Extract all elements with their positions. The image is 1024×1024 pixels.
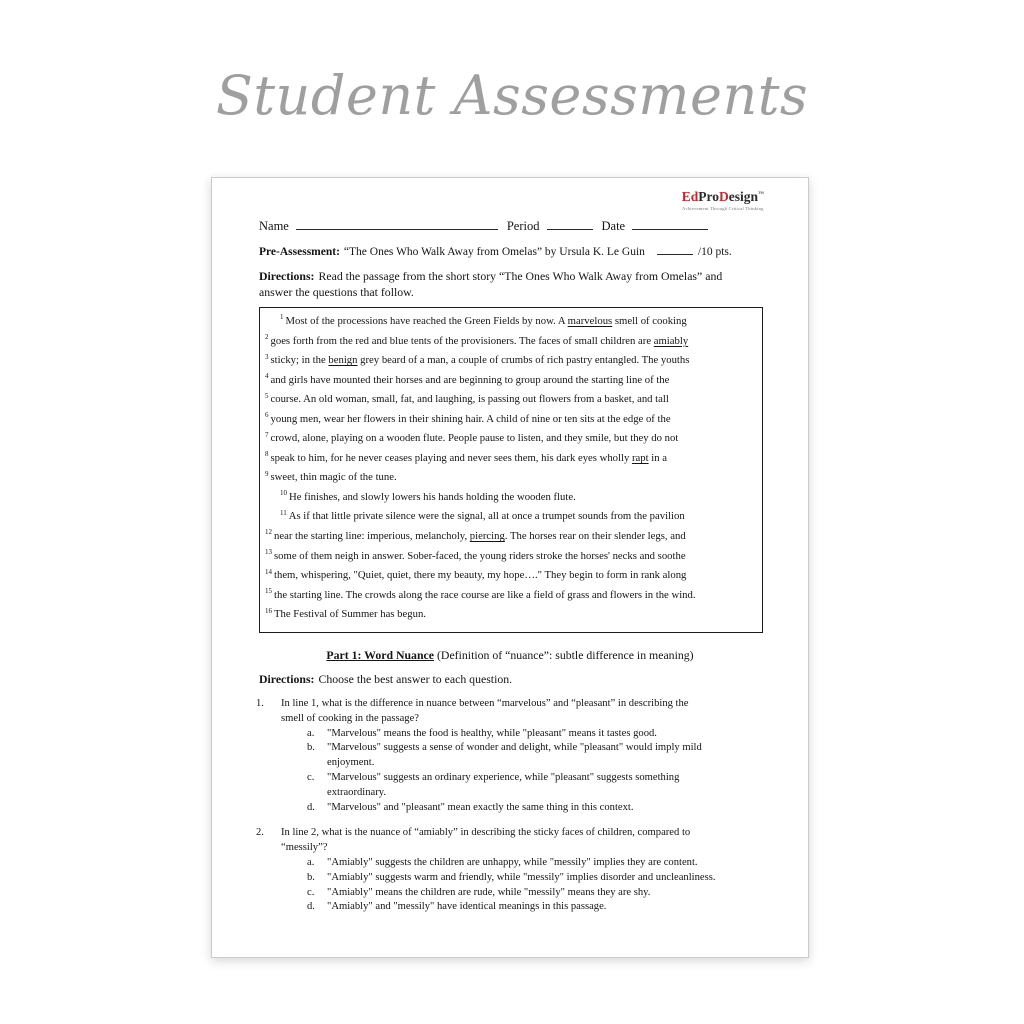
option-text-line: "Marvelous" and "pleasant" mean exactly the same thing in this context. [327, 801, 634, 813]
option-text-line: "Marvelous" suggests a sense of wonder and delight, while "pleasant" would imply mild [327, 742, 702, 754]
line-number: 3 [265, 352, 269, 361]
option-text-line: "Amiably" means the children are rude, while "messily" means they are shy. [327, 886, 651, 898]
option-text-line: "Amiably" suggests the children are unhappy, while "messily" implies they are content. [327, 856, 698, 868]
option-letter: b. [307, 742, 315, 754]
date-blank [632, 217, 708, 230]
directions-passage-line1 [259, 269, 722, 285]
part1-definition: (Definition of “nuance”: subtle difference in meaning) [437, 648, 694, 662]
passage-line-9 [265, 468, 758, 488]
line-number: 14 [265, 567, 272, 576]
line-number: 11 [280, 508, 287, 517]
passage-text: Most of the processions have reached the Green Fields by now. A [285, 315, 568, 327]
passage-text: smell of cooking [612, 315, 687, 327]
logo-tagline: Achievement Through Critical Thinking [682, 205, 764, 211]
option-text-line: enjoyment. [327, 757, 375, 769]
passage-text: speak to him, for he never ceases playing and never sees them, his dark eyes wholly [270, 451, 632, 464]
passage-text: goes forth from the red and blue tents of the provisioners. The faces of small children are [270, 334, 654, 347]
option-text [327, 886, 650, 901]
line-number: 12 [265, 528, 272, 537]
logo-segment: D [718, 189, 729, 204]
logo-wordmark [682, 190, 764, 204]
option-letter: d. [307, 901, 315, 913]
passage-line-15 [265, 586, 758, 606]
page-title: Student Assessments [215, 64, 809, 127]
pre-assessment-label: Pre-Assessment: [259, 246, 340, 258]
passage-box [259, 307, 763, 633]
period-blank [547, 217, 593, 230]
question-1-option-b [307, 741, 716, 771]
question-1-option-c [307, 771, 716, 801]
date-label: Date [601, 219, 626, 233]
directions-questions-text: Choose the best answer to each question. [318, 672, 513, 686]
option-text [327, 900, 606, 915]
logo-segment: Pro [698, 189, 719, 204]
question-stem-line: smell of cooking in the passage? [281, 712, 419, 724]
name-label: Name [259, 219, 289, 233]
logo-segment: Ed [681, 189, 699, 204]
passage-text: sticky; in the [270, 354, 329, 367]
question-1-option-d [307, 801, 716, 816]
option-letter: d. [307, 801, 315, 813]
passage-line-14 [265, 566, 758, 586]
passage-text: As if that little private silence were the signal, all at once a trumpet sounds from the pavilion [288, 510, 685, 523]
passage-line-11 [265, 507, 758, 527]
questions-section [256, 697, 716, 926]
passage-text: sweet, thin magic of the tune. [270, 471, 397, 484]
underlined-word: rapt [631, 451, 649, 464]
line-number: 1 [280, 313, 284, 322]
line-number: 5 [265, 391, 269, 400]
underlined-word: piercing [469, 530, 505, 543]
period-label: Period [506, 219, 540, 233]
worksheet-page [211, 177, 809, 958]
passage-line-16 [265, 605, 758, 625]
option-letter: c. [307, 886, 315, 898]
option-text [327, 771, 679, 801]
option-letter: b. [307, 871, 315, 883]
passage-line-12 [265, 527, 758, 547]
part1-heading-row [212, 648, 808, 663]
line-number: 15 [265, 587, 272, 596]
passage-line-6 [265, 410, 758, 430]
passage-line-5 [265, 390, 758, 410]
pre-assessment-row [259, 243, 732, 258]
option-text [327, 856, 698, 871]
option-text [327, 741, 702, 771]
question-1-option-a [307, 727, 716, 742]
option-letter: a. [307, 727, 315, 739]
passage-text: them, whispering, "Quiet, quiet, there my beauty, my hope…." They begin to form in rank along [274, 569, 687, 582]
option-text-line: "Amiably" suggests warm and friendly, while "messily" implies disorder and uncleanliness. [327, 871, 716, 883]
directions-label: Directions: [259, 672, 315, 686]
question-stem-line: In line 1, what is the difference in nuance between “marvelous” and “pleasant” in describing the [281, 698, 689, 709]
option-text-line: "Marvelous" means the food is healthy, while "pleasant" means it tastes good. [327, 727, 657, 739]
passage-text: He finishes, and slowly lowers his hands holding the wooden flute. [289, 490, 576, 503]
passage-line-4 [265, 371, 758, 391]
line-number: 4 [265, 372, 269, 381]
passage-text: the starting line. The crowds along the race course are like a field of grass and flowers in the wind. [274, 588, 696, 601]
question-2-option-d [307, 900, 716, 915]
passage-text: crowd, alone, playing on a wooden flute. People pause to listen, and they smile, but they do not [270, 432, 679, 445]
line-number: 2 [265, 332, 269, 341]
logo-segment: esign [728, 189, 758, 204]
trademark-symbol: ™ [758, 191, 764, 198]
line-number: 8 [265, 450, 269, 459]
question-number: 2. [256, 827, 264, 839]
edprodesign-logo [682, 190, 764, 211]
line-number: 16 [265, 606, 272, 615]
question-stem-line: In line 2, what is the nuance of “amiably” in describing the sticky faces of children, compared to [281, 827, 691, 839]
directions-passage-text2: answer the questions that follow. [259, 284, 414, 299]
option-text [327, 871, 716, 886]
underlined-word: marvelous [567, 315, 613, 327]
passage-line-7 [265, 429, 758, 449]
option-text-line: "Amiably" and "messily" have identical meanings in this passage. [327, 901, 607, 913]
passage-text: . The horses rear on their slender legs, and [504, 530, 686, 543]
question-2-option-a [307, 856, 716, 871]
question-stem-line: “messily”? [281, 842, 328, 854]
line-number: 10 [280, 489, 287, 498]
passage-text: near the starting line: imperious, melancholy, [274, 530, 470, 543]
passage-line-1 [265, 312, 758, 332]
underlined-word: benign [328, 354, 358, 367]
line-number: 13 [265, 548, 272, 556]
passage-text: The Festival of Summer has begun. [274, 608, 426, 621]
directions-passage [259, 269, 722, 300]
points-label: /10 pts. [697, 246, 732, 258]
passage-text: and girls have mounted their horses and are beginning to group around the starting line of the [270, 373, 670, 386]
passage-line-8 [265, 449, 758, 469]
option-text [327, 801, 633, 816]
score-blank [657, 243, 693, 255]
pre-assessment-title: “The Ones Who Walk Away from Omelas” by Ursula K. Le Guin [343, 246, 645, 258]
option-letter: a. [307, 856, 315, 868]
passage-text: in a [648, 451, 668, 464]
part1-heading: Part 1: Word Nuance [326, 648, 434, 662]
option-letter: c. [307, 771, 315, 783]
option-text [327, 727, 657, 742]
passage-line-13 [265, 547, 758, 567]
line-number: 9 [265, 469, 269, 478]
option-text-line: "Marvelous" suggests an ordinary experience, while "pleasant" suggests something [327, 771, 680, 783]
passage-text: grey beard of a man, a couple of crumbs of rich pastry entangled. The youths [357, 354, 690, 367]
question-2-option-b [307, 871, 716, 886]
name-blank [296, 217, 498, 230]
passage-line-10 [265, 488, 758, 508]
directions-label: Directions: [259, 269, 315, 283]
passage-text: some of them neigh in answer. Sober-faced, the young riders stroke the horses' necks and soothe [274, 549, 686, 562]
line-number: 7 [265, 430, 269, 439]
question-body [281, 826, 716, 915]
passage-text: young men, wear her flowers in their shining hair. A child of nine or ten sits at the edge of the [270, 412, 671, 425]
directions-passage-text1: Read the passage from the short story “The Ones Who Walk Away from Omelas” and [318, 269, 723, 283]
line-number: 6 [265, 411, 269, 420]
passage-text: course. An old woman, small, fat, and laughing, is passing out flowers from a basket, and tall [270, 393, 669, 406]
passage-line-2 [265, 332, 758, 352]
question-2 [256, 826, 716, 915]
underlined-word: amiably [653, 334, 689, 347]
question-2-option-c [307, 886, 716, 901]
option-text-line: extraordinary. [327, 786, 387, 798]
directions-questions [259, 672, 512, 687]
question-body [281, 697, 716, 815]
question-1 [256, 697, 716, 815]
name-period-date-row [259, 217, 708, 234]
passage-line-3 [265, 351, 758, 371]
question-number: 1. [256, 698, 264, 709]
